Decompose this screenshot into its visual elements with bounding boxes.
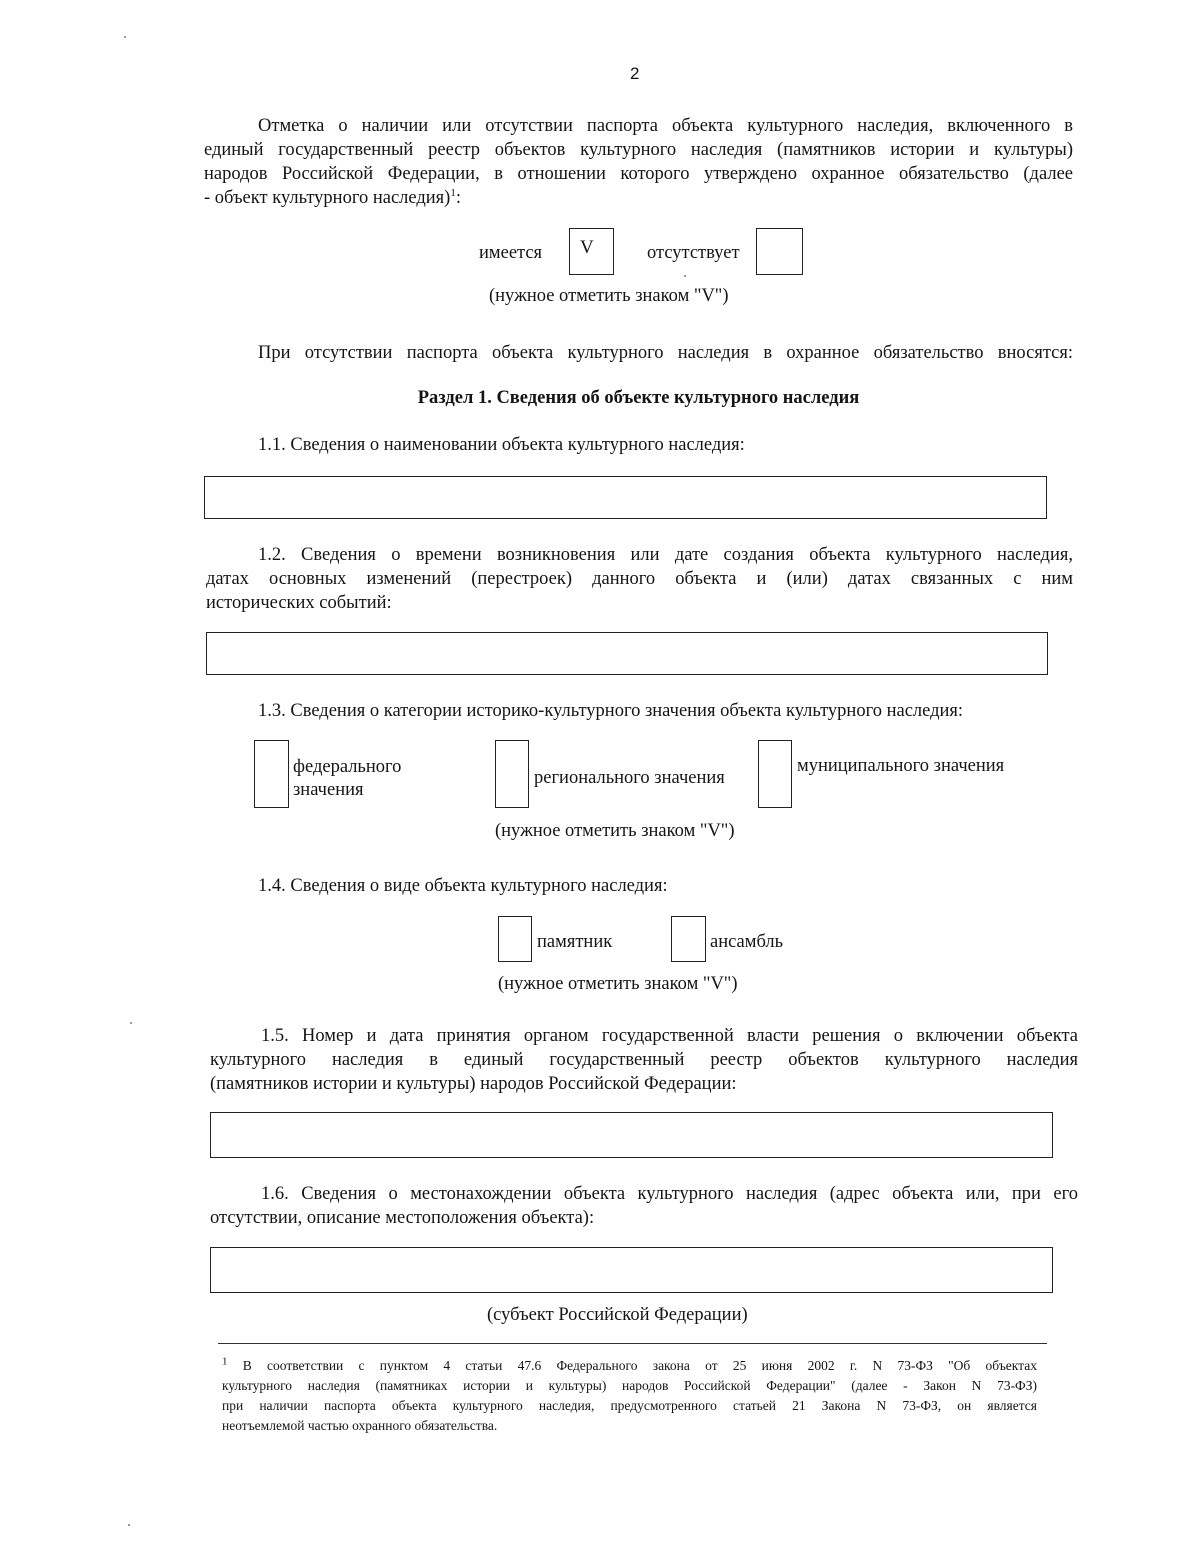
- footnote-marker: 1: [222, 1355, 228, 1368]
- intro-line-2: единый государственный реестр объектов культурного наследия (памятников истории и культуры): [204, 140, 1073, 160]
- federal-label-line-2: значения: [293, 780, 364, 800]
- intro-last-line-tail: :: [455, 188, 461, 208]
- scan-speck: [124, 36, 126, 38]
- monument-checkbox[interactable]: [498, 916, 532, 962]
- footnote-reference: 1: [450, 186, 456, 199]
- footnote-separator: [218, 1343, 1047, 1344]
- item-1-5-line-1: 1.5. Номер и дата принятия органом государственной власти решения о включении объекта: [261, 1026, 1078, 1046]
- item-1-6-line-1: 1.6. Сведения о местонахождении объекта культурного наследия (адрес объекта или, при его: [261, 1184, 1078, 1204]
- regional-label: регионального значения: [534, 768, 725, 788]
- check-mark: V: [580, 237, 594, 258]
- municipal-checkbox[interactable]: [758, 740, 792, 808]
- scan-speck: [130, 1022, 132, 1024]
- intro-line-1: Отметка о наличии или отсутствии паспорта объекта культурного наследия, включенного в: [258, 116, 1073, 136]
- footnote-line-2: культурного наследия (памятниках истории и культуры) народов Российской Федерации" (далее - Закон N 73-ФЗ): [222, 1378, 1037, 1393]
- municipal-label: муниципального значения: [797, 756, 1005, 776]
- passport-yes-checkbox[interactable]: [569, 228, 614, 275]
- passport-no-label: отсутствует: [647, 243, 740, 263]
- intro-last-line: [204, 186, 461, 210]
- item-1-3-hint: (нужное отметить знаком "V"): [495, 821, 735, 841]
- item-1-6-caption: (субъект Российской Федерации): [487, 1305, 748, 1325]
- ensemble-label: ансамбль: [710, 932, 784, 952]
- item-1-3-label: 1.3. Сведения о категории историко-культурного значения объекта культурного наследия:: [258, 701, 964, 721]
- item-1-2-line-3: исторических событий:: [206, 593, 392, 613]
- scan-speck: [684, 275, 686, 277]
- footnote-line-1-text: В соответствии с пунктом 4 статьи 47.6 Федерального закона от 25 июня 2002 г. N 73-ФЗ "Об объектах: [242, 1358, 1037, 1373]
- page-number: 2: [630, 64, 640, 83]
- item-1-2-line-1: 1.2. Сведения о времени возникновения или дате создания объекта культурного наследия,: [258, 545, 1073, 565]
- item-1-5-line-3: (памятников истории и культуры) народов Российской Федерации:: [210, 1074, 737, 1094]
- ensemble-checkbox[interactable]: [671, 916, 706, 962]
- item-1-2-line-2: датах основных изменений (перестроек) данного объекта и (или) датах связанных с ним: [206, 569, 1073, 589]
- footnote-line-1: [222, 1356, 1037, 1375]
- footnote-line-4: неотъемлемой частью охранного обязательства.: [222, 1418, 498, 1433]
- item-1-5-line-2: культурного наследия в единый государственный реестр объектов культурного наследия: [210, 1050, 1078, 1070]
- federal-label-line-1: федерального: [293, 757, 402, 777]
- scan-speck: [128, 1524, 130, 1526]
- monument-label: памятник: [537, 932, 613, 952]
- passport-no-checkbox[interactable]: [756, 228, 803, 275]
- footnote-line-3: при наличии паспорта объекта культурного наследия, предусмотренного статьей 21 Закона N 73-ФЗ, он является: [222, 1398, 1037, 1413]
- item-1-4-label: 1.4. Сведения о виде объекта культурного наследия:: [258, 876, 668, 896]
- item-1-4-hint: (нужное отметить знаком "V"): [498, 974, 738, 994]
- item-1-5-field[interactable]: [210, 1112, 1053, 1158]
- federal-checkbox[interactable]: [254, 740, 289, 808]
- item-1-6-field[interactable]: [210, 1247, 1053, 1293]
- intro-line-3: народов Российской Федерации, в отношении которого утверждено охранное обязательство (далее: [204, 164, 1073, 184]
- intro-last-line-text: - объект культурного наследия): [204, 188, 451, 208]
- item-1-1-label: 1.1. Сведения о наименовании объекта культурного наследия:: [258, 435, 745, 455]
- item-1-2-field[interactable]: [206, 632, 1048, 675]
- passport-yes-label: имеется: [479, 243, 543, 263]
- absent-note: При отсутствии паспорта объекта культурного наследия в охранное обязательство вносятся:: [258, 343, 1073, 363]
- item-1-6-line-2: отсутствии, описание местоположения объекта):: [210, 1208, 595, 1228]
- passport-hint: (нужное отметить знаком "V"): [489, 286, 729, 306]
- item-1-1-field[interactable]: [204, 476, 1047, 519]
- section-title: Раздел 1. Сведения об объекте культурного наследия: [417, 388, 860, 408]
- regional-checkbox[interactable]: [495, 740, 529, 808]
